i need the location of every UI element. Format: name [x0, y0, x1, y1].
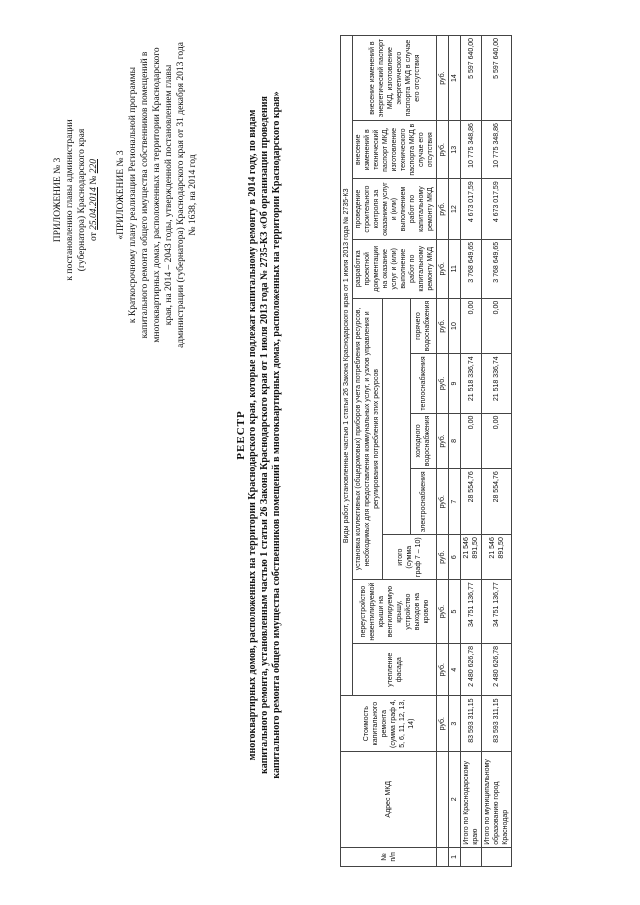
header-meters-group: установка коллективных (общедомовых) приборов учета потребления ресурсов, необходимых для предоставления коммунальных услуг, и узлов управления и регулирования потребления этих ресурсов	[353, 298, 383, 580]
header-design: разработка проектной документации на оказание услуг и (или) выполнение работ по капитальному ремонту МКД	[353, 239, 437, 298]
cell-energy-passport: 5 597 640,00	[461, 36, 482, 121]
column-number: 2	[449, 751, 461, 847]
unit-cell: руб.	[437, 413, 449, 469]
unit-cell: руб.	[437, 179, 449, 240]
cell-design: 3 768 649,65	[482, 239, 512, 298]
column-number-row	[449, 36, 461, 867]
header-energy-passport: внесение изменений в энергетический паспорт МКД, изготовление энергетического паспорта МКД в случае его отсутствия	[353, 36, 437, 121]
date-prefix: от	[89, 232, 99, 241]
cell-hot-water: 0,00	[461, 298, 482, 354]
cell-hot-water: 0,00	[482, 298, 512, 354]
column-number: 3	[449, 696, 461, 751]
column-number: 8	[449, 413, 461, 469]
unit-cell: руб.	[437, 298, 449, 354]
column-number: 9	[449, 354, 461, 413]
unit-cell: руб.	[437, 121, 449, 179]
row-address: Итого по муниципальному образованию город Краснодар	[482, 751, 512, 847]
cell-cost: 83 593 311,15	[461, 696, 482, 751]
appendix-date-line	[88, 50, 100, 350]
unit-cell: руб.	[437, 239, 449, 298]
unit-cell: руб.	[437, 535, 449, 580]
header-heat: теплоснабжения	[410, 354, 436, 413]
header-supervision: проведение строительного контроля за оказанием услуг и (или) выполнением работ по капитальному ремонту МКД	[353, 179, 437, 240]
unit-cell: руб.	[437, 643, 449, 696]
appendix-header	[52, 50, 100, 350]
row-address: Итого по Краснодарскому краю	[461, 751, 482, 847]
number-prefix: №	[89, 175, 99, 185]
prilozhenie-block	[115, 40, 199, 350]
registry-subtitle: многоквартирных домов, расположенных на территории Краснодарского края, которые подлежат капитальному ремонту в 2014 году, по видам капитального ремонта, установленным частью 1 статьи 26 Закона Краснодарского края от 1 июля 2013 года № 2735-КЗ «Об организации проведения капитального ремонта общего имущества собственников помещений в многоквартирных домах, расположенных на территории Краснодарского края»	[247, 91, 282, 779]
cell-facade: 2 480 626,78	[482, 643, 512, 696]
unit-row	[437, 36, 449, 867]
cell-facade: 2 480 626,78	[461, 643, 482, 696]
cell-heat: 21 518 336,74	[482, 354, 512, 413]
registry-table	[340, 35, 512, 867]
unit-cell	[437, 751, 449, 847]
column-number: 5	[449, 580, 461, 644]
appendix-line-2: (губернатора) Краснодарского края	[77, 128, 87, 272]
header-address: Адрес МКД	[341, 751, 437, 847]
cell-cold-water: 0,00	[461, 413, 482, 469]
header-roof: переустройство невентилируемой крыши на вентилируемую крышу, устройство выходов на кровлю	[353, 580, 437, 644]
header-meters-total: итого (сумма граф 7 – 10)	[383, 535, 437, 580]
table-row-krai-total	[461, 36, 482, 867]
header-tech-passport: внесение изменений в технический паспорт МКД, изготовление технического паспорта МКД в случае его отсутствия	[353, 121, 437, 179]
header-facade: утепление фасада	[353, 643, 437, 696]
column-number: 13	[449, 121, 461, 179]
unit-cell: руб.	[437, 36, 449, 121]
column-number: 1	[449, 847, 461, 866]
column-number: 4	[449, 643, 461, 696]
row-num	[482, 847, 512, 866]
header-num: № п/п	[341, 847, 437, 866]
unit-cell: руб.	[437, 696, 449, 751]
cell-tech-passport: 10 775 348,86	[482, 121, 512, 179]
unit-cell: руб.	[437, 354, 449, 413]
header-cold-water: холодного водоснабжения	[410, 413, 436, 469]
row-num	[461, 847, 482, 866]
column-number: 10	[449, 298, 461, 354]
table-row-krasnodar-total	[482, 36, 512, 867]
appendix-title: ПРИЛОЖЕНИЕ № 3	[53, 157, 63, 243]
header-works-group: Виды работ, установленные частью 1 статьи 26 Закона Краснодарского края от 1 июля 2013 года № 2735-КЗ	[341, 36, 353, 697]
cell-electricity: 28 554,76	[482, 469, 512, 535]
unit-cell	[437, 847, 449, 866]
cell-energy-passport: 5 597 640,00	[482, 36, 512, 121]
cell-roof: 34 751 136,77	[482, 580, 512, 644]
header-meters-kinds	[383, 298, 411, 534]
registry-title: РЕЕСТР	[235, 410, 247, 460]
header-cost: Стоимость капитального ремонта (сумма граф 4, 5, 6, 11, 12, 13, 14)	[341, 696, 437, 751]
registry-title-block	[235, 85, 283, 785]
header-electricity: электроснабжения	[410, 469, 436, 535]
prilozhenie-title: «ПРИЛОЖЕНИЕ № 3	[116, 150, 126, 240]
prilozhenie-body: к Краткосрочному плану реализации Региональной программы капитального ремонта общего имущества собственников помещений в многоквартирных домах, расположенных на территории Краснодарского края, на 2014 – 2043 годы, утвержденной постановлением главы администрации (губернатора) Краснодарского края от 31 декабря 2013 года № 1638, на 2014 год	[128, 42, 198, 348]
column-number: 11	[449, 239, 461, 298]
column-number: 7	[449, 469, 461, 535]
cell-design: 3 768 649,65	[461, 239, 482, 298]
cell-cold-water: 0,00	[482, 413, 512, 469]
cell-cost: 83 593 311,15	[482, 696, 512, 751]
cell-tech-passport: 10 775 348,86	[461, 121, 482, 179]
column-number: 6	[449, 535, 461, 580]
cell-supervision: 4 673 017,59	[461, 179, 482, 240]
cell-meters-total: 21 546 891,50	[482, 535, 512, 580]
cell-heat: 21 518 336,74	[461, 354, 482, 413]
cell-roof: 34 751 136,77	[461, 580, 482, 644]
header-row-1	[341, 36, 353, 867]
appendix-line-1: к постановлению главы администрации	[65, 119, 75, 281]
date-value: 25.04.2014	[89, 187, 99, 230]
unit-cell: руб.	[437, 580, 449, 644]
column-number: 12	[449, 179, 461, 240]
column-number: 14	[449, 36, 461, 121]
cell-supervision: 4 673 017,59	[482, 179, 512, 240]
cell-meters-total: 21 546 891,50	[461, 535, 482, 580]
unit-cell: руб.	[437, 469, 449, 535]
cell-electricity: 28 554,76	[461, 469, 482, 535]
header-hot-water: горячего водоснабжения	[410, 298, 436, 354]
number-value: 220	[89, 159, 99, 174]
